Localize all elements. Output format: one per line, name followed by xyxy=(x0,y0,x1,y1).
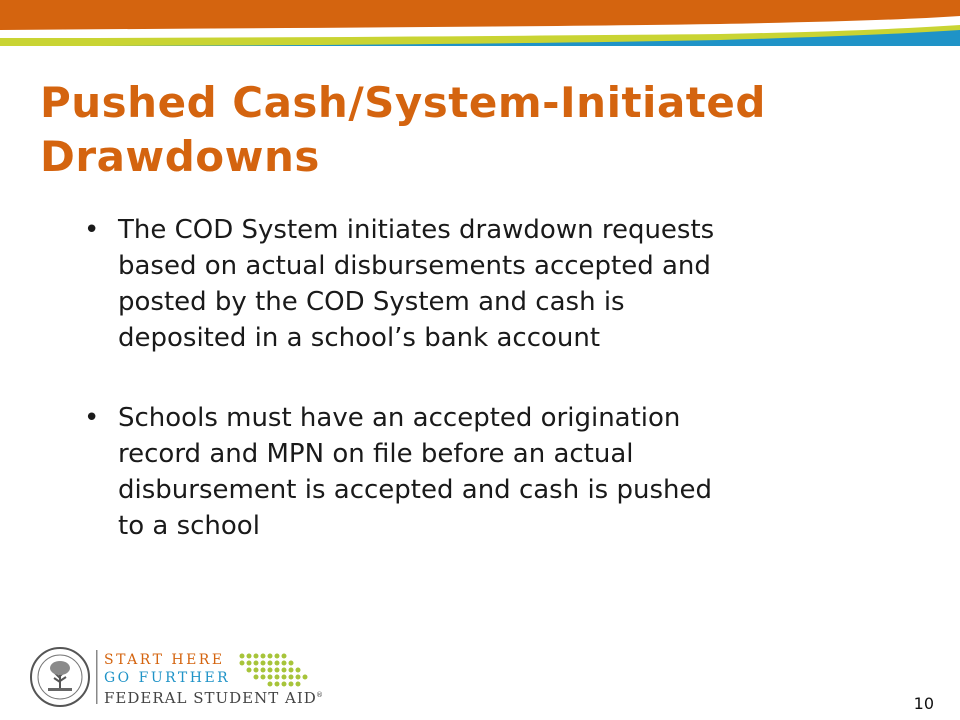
bullet-line: record and MPN on file before an actual xyxy=(118,439,634,469)
bullet-line: deposited in a school’s bank account xyxy=(118,323,601,353)
logo-divider xyxy=(96,650,98,704)
bullet-line: disbursement is accepted and cash is pushed xyxy=(118,475,713,505)
header-banner xyxy=(0,0,960,60)
bullet-line: posted by the COD System and cash is xyxy=(118,287,625,317)
title-line: Pushed Cash/System-Initiated xyxy=(40,78,766,127)
logo-line-2: GO FURTHER xyxy=(104,670,231,686)
logo-line-3: FEDERAL STUDENT AID xyxy=(104,689,317,707)
bullet-item xyxy=(80,212,880,356)
slide-title xyxy=(40,76,920,184)
fsa-logo xyxy=(30,644,330,710)
bullet-line: based on actual disbursements accepted and xyxy=(118,251,711,281)
department-seal-icon xyxy=(31,648,89,706)
bullet-list xyxy=(80,212,880,588)
bullet-line: The COD System initiates drawdown requests xyxy=(118,215,715,245)
registered-mark: ® xyxy=(316,691,323,699)
bullet-dot-icon: • xyxy=(84,215,100,245)
logo-line-1: START HERE xyxy=(104,652,225,668)
title-line: Drawdowns xyxy=(40,132,320,181)
bullet-line: to a school xyxy=(118,511,260,541)
bullet-line: Schools must have an accepted origination xyxy=(118,403,681,433)
bullet-item xyxy=(80,400,880,544)
banner-white-base xyxy=(0,46,960,60)
page-number: 10 xyxy=(913,694,934,713)
logo-dots-pattern xyxy=(240,654,308,687)
bullet-dot-icon: • xyxy=(84,403,100,433)
